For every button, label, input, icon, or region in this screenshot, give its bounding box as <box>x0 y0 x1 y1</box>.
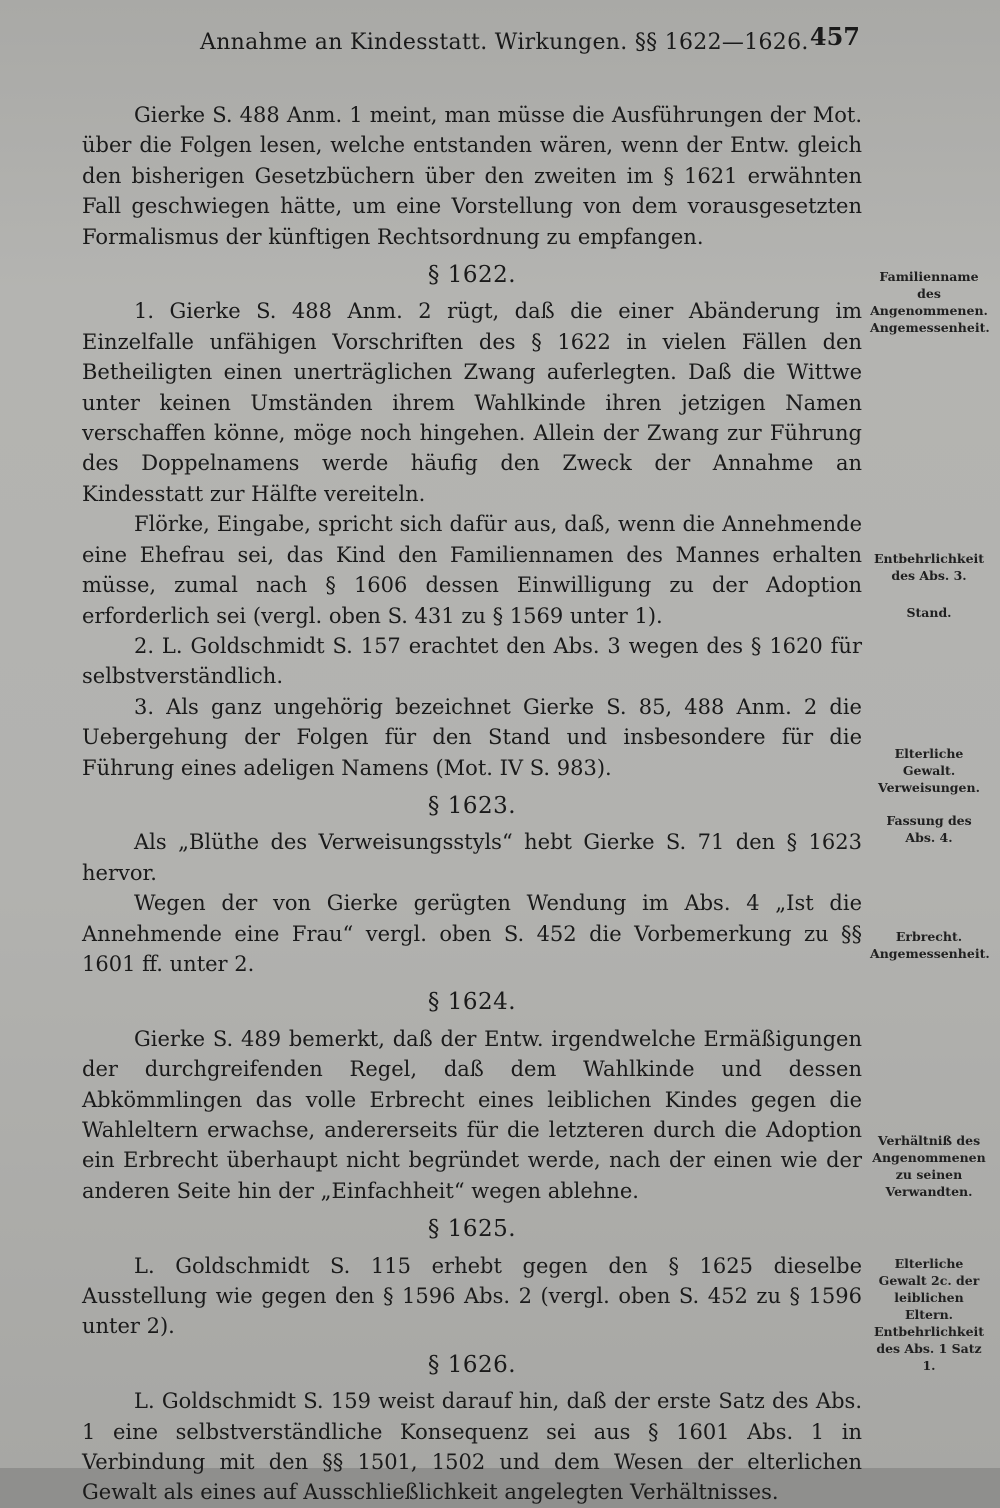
margin-note-familienname: Familienname des Angenommenen. Angemessenheit. <box>870 269 990 335</box>
section-heading-1626: § 1626. <box>427 1351 517 1378</box>
margin-note-fassung-abs4: Fassung des Abs. 4. <box>886 813 972 845</box>
section-heading-1623: § 1623. <box>427 792 517 819</box>
margin-note-elterliche-gewalt: Elterliche Gewalt. Verweisungen. <box>878 746 980 795</box>
paragraph-1622-3: 2. L. Goldschmidt S. 157 erachtet den Abs. 3 wegen des § 1620 für selbstverständlich. <box>82 633 862 689</box>
paragraph-1625-1: L. Goldschmidt S. 115 erhebt gegen den § 1625 dieselbe Ausstellung wie gegen den § 1596 Abs. 2 (vergl. oben S. 452 zu § 1596 unter 2). <box>82 1253 862 1339</box>
paragraph-1622-4: 3. Als ganz ungehörig bezeichnet Gierke S. 85, 488 Anm. 2 die Uebergehung der Folgen für den Stand und insbesondere für die Führung eines adeligen Namens (Mot. IV S. 983). <box>82 694 862 780</box>
section-heading-1624: § 1624. <box>427 989 517 1016</box>
section-heading-1622: § 1622. <box>427 262 517 289</box>
margin-note-verhaeltniss: Verhältniß des Angenommenen zu seinen Verwandten. <box>872 1133 986 1199</box>
paragraph-1623-2: Wegen der von Gierke gerügten Wendung im Abs. 4 „Ist die Annehmende eine Frau“ vergl. oben S. 452 die Vorbemerkung zu §§ 1601 ff. unter 2. <box>82 891 862 976</box>
paragraph-1624-1: Gierke S. 489 bemerkt, daß der Entw. irgendwelche Ermäßigungen der durchgreifenden Regel, daß dem Wahlkinde und dessen Abkömmlingen das volle Erbrecht eines leiblichen Kindes gegen die Wahleltern erwachse, andererseits für die letzteren durch die Adoption ein Erbrecht überhaupt nicht begründet werde, nach der einen wie der anderen Seite hin der „Einfachheit“ wegen ablehne. <box>82 1026 862 1203</box>
paragraph-1622-1: 1. Gierke S. 488 Anm. 2 rügt, daß die einer Abänderung im Einzelfalle unfähigen Vorschriften des § 1622 in vielen Fällen den Betheiligten einen unerträglichen Zwang auferlegten. Daß die Wittwe unter keinen Umständen ihrem Wahlkinde ihren jetzigen Namen verschaffen könne, möge noch hingehen. Allein der Zwang zur Führung des Doppelnamens werde häufig den Zweck der Annahme an Kindesstatt zur Hälfte vereiteln. <box>82 299 862 506</box>
paragraph-1622-2: Flörke, Eingabe, spricht sich dafür aus, daß, wenn die Annehmende eine Ehefrau sei, das Kind den Familiennamen des Mannes erhalten müsse, zumal nach § 1606 dessen Einwilligung zu der Adoption erforderlich sei (vergl. oben S. 431 zu § 1569 unter 1). <box>82 512 862 628</box>
margin-note-entbehrlichkeit-abs3: Entbehrlichkeit des Abs. 3. <box>873 551 985 583</box>
page-number: 457 <box>809 22 860 51</box>
margin-note-stand: Stand. <box>906 605 952 620</box>
margin-note-erbrecht: Erbrecht. Angemessenheit. <box>870 929 990 961</box>
margin-note-leibliche-eltern: Elterliche Gewalt 2c. der leiblichen Eltern. Entbehrlichkeit des Abs. 1 Satz 1. <box>873 1256 985 1373</box>
main-text <box>82 100 862 1508</box>
paragraph-1626-1: L. Goldschmidt S. 159 weist darauf hin, daß der erste Satz des Abs. 1 eine selbstverständliche Konsequenz sei aus § 1601 Abs. 1 in Verbindung mit den §§ 1501, 1502 und dem Wesen der elterlichen Gewalt als eines auf Ausschließlichkeit angelegten Verhältnisses. <box>82 1389 862 1505</box>
section-heading-1625: § 1625. <box>427 1216 517 1243</box>
paragraph-1623-1: Als „Blüthe des Verweisungsstyls“ hebt Gierke S. 71 den § 1623 hervor. <box>82 830 862 885</box>
running-title: Annahme an Kindesstatt. Wirkungen. §§ 1622—1626. <box>200 30 809 55</box>
intro-paragraph: Gierke S. 488 Anm. 1 meint, man müsse die Ausführungen der Mot. über die Folgen lesen, welche entstanden wären, wenn der Entw. gleich den bisherigen Gesetzbüchern über den zweiten im § 1621 erwähnten Fall geschwiegen hätte, um eine Vorstellung von dem vorausgesetzten Formalismus der künftigen Rechtsordnung zu empfangen. <box>82 103 862 249</box>
running-header <box>200 22 860 62</box>
